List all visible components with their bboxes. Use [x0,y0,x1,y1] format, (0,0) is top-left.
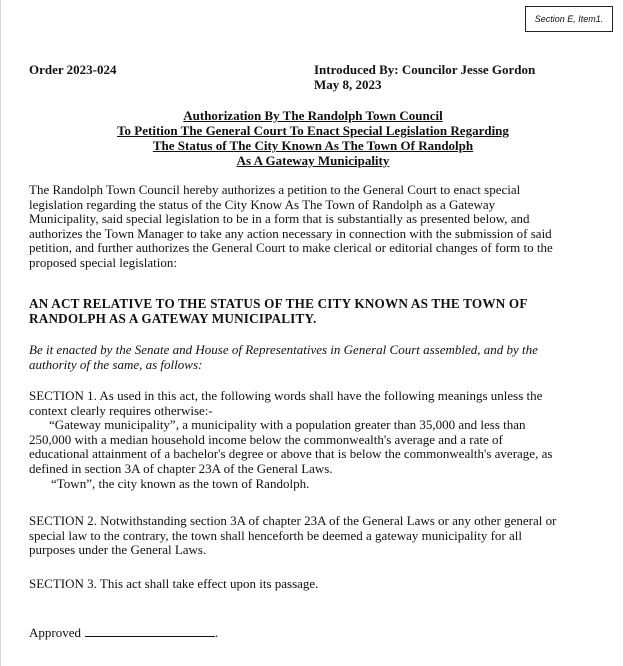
section-3: SECTION 3. This act shall take effect upon its passage. [29,576,319,591]
introduced-by: Introduced By: Councilor Jesse Gordon [314,62,536,77]
section-1 [29,389,559,491]
title-line: Authorization By The Randolph Town Council [183,108,443,123]
title-line: As A Gateway Municipality [236,153,390,168]
enacting-clause: Be it enacted by the Senate and House of Representatives in General Court assembled, and by the authority of the same, as follows: [29,342,538,372]
approved-end: . [215,625,219,640]
section-2: SECTION 2. Notwithstanding section 3A of chapter 23A of the General Laws or any other general or special law to the contrary, the town shall henceforth be deemed a gateway municipality for all purposes under the General Laws. [29,513,557,558]
act-title: AN ACT RELATIVE TO THE STATUS OF THE CITY KNOWN AS THE TOWN OF RANDOLPH AS A GATEWAY MUNICIPALITY. [29,296,528,326]
signature-blank [85,624,215,637]
title-line: The Status of The City Known As The Town Of Randolph [152,138,474,153]
approved-label: Approved [29,625,81,640]
definition-gateway-municipality: “Gateway municipality”, a municipality with a population greater than 35,000 and less than 250,000 with a median household income below the commonwealth's average and a rate of educational attainment of a bachelor's degree or above that is below the commonwealth's average, as defined in section 3A of chapter 23A of the General Laws. [29,417,553,476]
order-number: Order 2023-024 [29,62,117,77]
intro-paragraph: The Randolph Town Council hereby authorizes a petition to the General Court to enact special legislation regarding the status of the City Know As The Town of Randolph as a Gateway Municipality, said special legislation to be in a form that is substantially as presented below, and authorizes the Town Manager to take any action necessary in connection with the submission of said petition, and further authorizes the General Court to make clerical or editorial changes of form to the proposed special legislation: [29,182,553,270]
definition-town: “Town”, the city known as the town of Randolph. [51,475,310,491]
document-title [1,108,624,168]
approval-line [29,624,559,641]
agenda-item-label: Section E, Item1. [525,6,613,32]
order-date: May 8, 2023 [314,77,382,92]
section-1-intro: SECTION 1. As used in this act, the following words shall have the following meanings unless the context clearly requires otherwise:- [29,388,543,418]
introduced-by-block [314,62,535,92]
title-line: To Petition The General Court To Enact Special Legislation Regarding [117,123,509,138]
